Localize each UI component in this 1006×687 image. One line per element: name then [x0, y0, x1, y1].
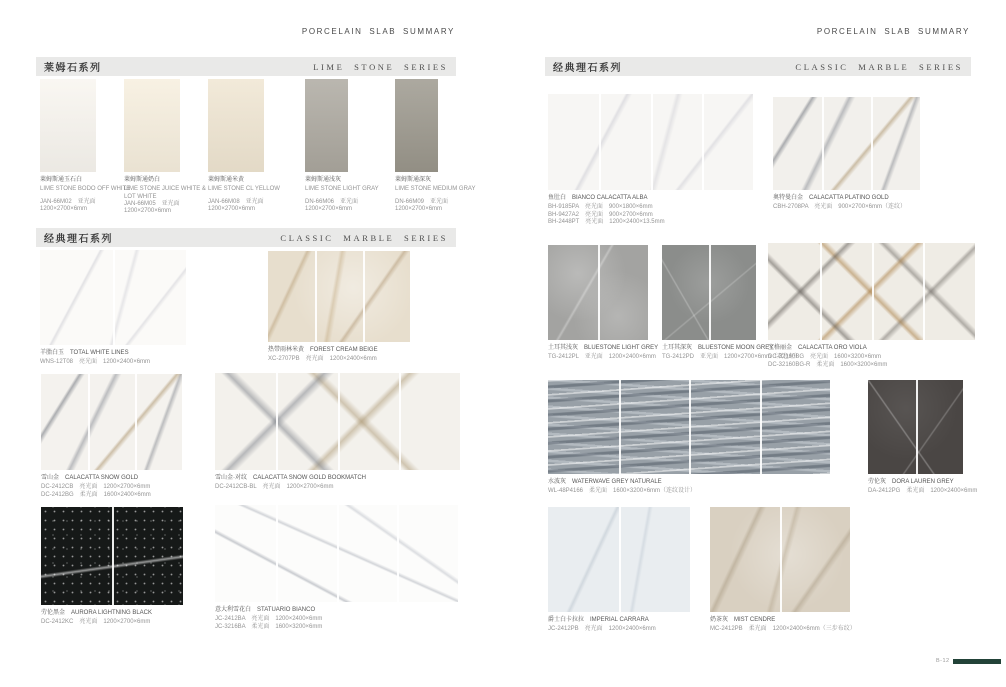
product-spec-line: LIME STONE LIGHT GRAY — [305, 186, 379, 193]
page-footer — [936, 658, 1001, 664]
product-spec-line: WNS-12T08 亮光面 1200×2400×6mm — [40, 359, 151, 366]
footer-accent-bar — [953, 659, 1001, 664]
panel-divider — [113, 250, 115, 345]
slab-image — [268, 251, 410, 342]
product-name: 莱姆斯通米黄 — [208, 177, 245, 183]
panel-divider — [88, 374, 90, 470]
product-spec-line: WL-48P4166 柔光面 1600×3200×6mm（连纹设计） — [548, 488, 697, 495]
panel-divider — [822, 97, 824, 190]
product-name: 羊脂白玉 TOTAL WHITE LINES — [40, 350, 129, 356]
panel-divider — [689, 380, 691, 474]
panel-divider — [760, 380, 762, 474]
slab-caption — [268, 347, 470, 364]
slab-image — [548, 245, 648, 340]
product-spec-line: DN-66M09 亚光面 — [395, 198, 449, 205]
product-spec-line: JC-2412BA 亮光面 1200×2400×6mm — [215, 616, 323, 623]
panel-divider — [399, 373, 401, 470]
product-spec-line: DC-2412CB-BL 亮光面 1200×2700×6mm — [215, 484, 334, 491]
product-spec-line: 1200×2700×6mm — [40, 205, 88, 212]
product-name: 热带雨林米黄 FOREST CREAM BEIGE — [268, 347, 378, 353]
panel-divider — [135, 374, 137, 470]
slab-image — [41, 507, 183, 605]
product-spec-line: MC-2412PB 柔光面 1200×2400×6mm（三步布纹） — [710, 626, 856, 633]
slab-image — [768, 243, 975, 340]
section-title-en-limestone: LIME STONE SERIES — [313, 61, 448, 72]
product-spec-line: DN-66M06 亚光面 — [305, 198, 359, 205]
product-spec-line: DC-2412CB 亮光面 1200×2700×6mm — [41, 484, 151, 491]
panel-divider — [112, 507, 114, 605]
product-spec-line: BH-9185PA 亮光面 900×1800×6mm — [548, 204, 653, 211]
section-title-cn-limestone: 莱姆石系列 — [44, 63, 102, 74]
slab-image — [868, 380, 963, 474]
product-spec-line: CBH-2708PA 亮光面 900×2700×6mm（连纹） — [773, 204, 906, 211]
panel-divider — [619, 380, 621, 474]
slab-image — [124, 79, 180, 172]
slab-image — [395, 79, 438, 172]
product-name: 莱姆斯通深灰 — [395, 177, 432, 183]
footer-page-label: B-12 — [936, 658, 950, 664]
page-title-right: PORCELAIN SLAB SUMMARY — [816, 27, 970, 36]
panel-divider — [315, 251, 317, 342]
product-name: 宝格丽金 CALACATTA ORO VIOLA — [768, 345, 867, 351]
product-spec-line: DA-2412PG 柔光面 1200×2400×6mm — [868, 488, 978, 495]
slab-image — [662, 245, 756, 340]
panel-divider — [709, 245, 711, 340]
product-spec-line: 1200×2700×6mm — [124, 208, 172, 215]
section-bar-marble-left — [36, 228, 456, 247]
slab-image — [773, 97, 920, 190]
panel-divider — [337, 505, 339, 602]
product-name: 意大利雪花白 STATUARIO BIANCO — [215, 607, 316, 613]
panel-divider — [780, 507, 782, 612]
slab-caption — [868, 479, 995, 496]
product-spec-line: TG-2412PD 亚光面 1200×2700×6mm（双色坯） — [662, 354, 802, 361]
panel-divider — [916, 380, 918, 474]
page-title-left: PORCELAIN SLAB SUMMARY — [301, 27, 455, 36]
slab-image — [208, 79, 264, 172]
section-title-cn-marble-right: 经典理石系列 — [553, 63, 622, 74]
panel-divider — [397, 505, 399, 602]
panel-divider — [872, 243, 874, 340]
panel-divider — [619, 507, 621, 612]
product-spec-line: DC-32160BG 亮光面 1600×3200×6mm — [768, 354, 882, 361]
product-spec-line: DC-32160BG-R 柔光面 1600×3200×6mm — [768, 361, 888, 368]
product-spec-line: JAN-66M08 亚光面 — [208, 198, 264, 205]
section-title-en-marble-left: CLASSIC MARBLE SERIES — [280, 232, 448, 243]
product-spec-line: JAN-66M05 亚光面 — [124, 200, 180, 207]
product-name: 爵士白卡拉拉 IMPERIAL CARRARA — [548, 617, 649, 623]
product-spec-line: 1200×2700×6mm — [395, 205, 443, 212]
slab-image — [40, 250, 186, 345]
panel-divider — [923, 243, 925, 340]
slab-caption — [395, 177, 476, 213]
product-spec-line: JC-3216BA 柔光面 1600×3200×6mm — [215, 623, 323, 630]
product-spec-line: 1200×2700×6mm — [305, 205, 353, 212]
panel-divider — [871, 97, 873, 190]
slab-caption — [40, 350, 266, 367]
slab-caption — [710, 617, 930, 634]
panel-divider — [599, 94, 601, 190]
panel-divider — [820, 243, 822, 340]
slab-caption — [215, 475, 470, 492]
panel-divider — [363, 251, 365, 342]
product-spec-line: LIME STONE MEDIUM GRAY — [395, 186, 476, 193]
product-name: 劳伦黑金 AURORA LIGHTNING BLACK — [41, 610, 153, 616]
panel-divider — [276, 373, 278, 470]
product-spec-line: LIME STONE JUICE WHITE & — [124, 186, 206, 193]
product-spec-line: LIME STONE BODO OFF WHITE — [40, 186, 131, 193]
slab-image — [41, 374, 182, 470]
product-name: 雪山金·对纹 CALACATTA SNOW GOLD BOOKMATCH — [215, 475, 367, 481]
slab-image — [40, 79, 96, 172]
product-spec-line: TG-2412PL 亚光面 1200×2400×6mm — [548, 354, 656, 361]
slab-image — [305, 79, 348, 172]
product-name: 奶茶灰 MIST CENDRE — [710, 617, 776, 623]
panel-divider — [338, 373, 340, 470]
product-spec-line: BH-9427A2 亮光面 900×2700×6mm — [548, 211, 653, 218]
panel-divider — [651, 94, 653, 190]
product-name: 莱姆斯通玉石白 — [40, 177, 83, 183]
section-bar-marble-right — [545, 57, 971, 76]
slab-caption — [768, 345, 995, 369]
slab-image — [548, 380, 830, 474]
slab-image — [548, 507, 690, 612]
product-name: 土耳其浅灰 BLUESTONE LIGHT GREY — [548, 345, 659, 351]
product-name: 劳伦灰 DORA LAUREN GREY — [868, 479, 954, 485]
product-name: 土耳其深灰 BLUESTONE MOON GREY — [662, 345, 774, 351]
slab-caption — [215, 607, 470, 631]
slab-caption — [548, 479, 910, 496]
slab-caption — [773, 195, 995, 212]
product-spec-line: JAN-66M02 亚光面 — [40, 198, 96, 205]
product-name: 奥特曼白金 CALACATTA PLATINO GOLD — [773, 195, 889, 201]
product-name: 水波灰 WATERWAVE GREY NATURALE — [548, 479, 662, 485]
product-name: 莱姆斯通奶白 — [124, 177, 161, 183]
section-bar-limestone — [36, 57, 456, 76]
panel-divider — [598, 245, 600, 340]
panel-divider — [276, 505, 278, 602]
product-name: 雪山金 CALACATTA SNOW GOLD — [41, 475, 139, 481]
slab-image — [548, 94, 753, 190]
panel-divider — [702, 94, 704, 190]
section-title-en-marble-right: CLASSIC MARBLE SERIES — [795, 61, 963, 72]
slab-image — [215, 505, 458, 602]
slab-image — [215, 373, 460, 470]
product-spec-line: DC-2412BG 柔光面 1600×2400×6mm — [41, 491, 151, 498]
product-name: 莱姆斯通浅灰 — [305, 177, 342, 183]
product-spec-line: DC-2412KC 亮光面 1200×2700×6mm — [41, 619, 151, 626]
product-spec-line: JC-2412PB 亮光面 1200×2400×6mm — [548, 626, 656, 633]
product-spec-line: LOT WHITE — [124, 193, 157, 200]
section-title-cn-marble-left: 经典理石系列 — [44, 234, 113, 245]
product-spec-line: LIME STONE CL YELLOW — [208, 186, 280, 193]
slab-image — [710, 507, 850, 612]
product-name: 鱼肚白 BIANCO CALACATTA ALBA — [548, 195, 648, 201]
product-spec-line: XC-2707PB 亮光面 1200×2400×6mm — [268, 356, 377, 363]
product-spec-line: 1200×2700×6mm — [208, 205, 256, 212]
product-spec-line: BH-2448PT 亮光面 1200×2400×13.5mm — [548, 218, 665, 225]
